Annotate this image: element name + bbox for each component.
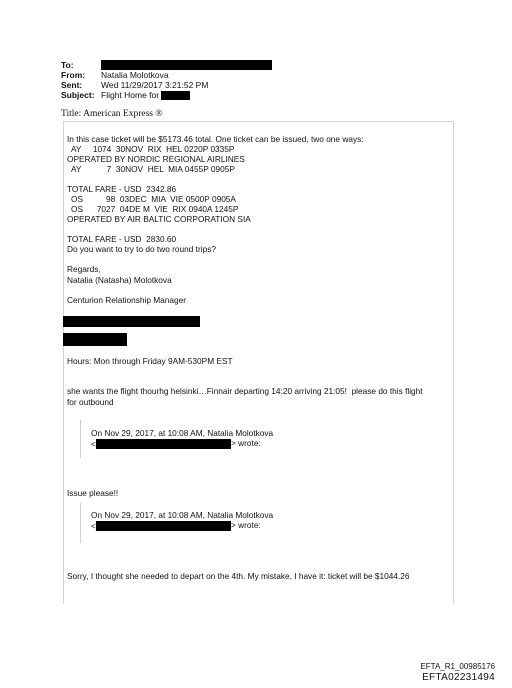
subject-label: Subject: bbox=[61, 90, 95, 100]
body-line: Sorry, I thought she needed to depart on the 4th. My mistake, I have it: ticket will be $1044.26 bbox=[67, 571, 410, 581]
body-line: OPERATED BY NORDIC REGIONAL AIRLINES bbox=[67, 154, 245, 164]
signature-redaction bbox=[63, 316, 200, 327]
body-line: Issue please!! bbox=[67, 488, 119, 498]
flight-line: AY 1074 30NOV RIX HEL 0220P 0335P bbox=[71, 144, 235, 154]
body-line: Natalia (Natasha) Molotkova bbox=[67, 275, 172, 285]
fare-line: TOTAL FARE - USD 2342.86 bbox=[67, 184, 177, 194]
fare-line: TOTAL FARE - USD 2830.60 bbox=[67, 234, 177, 244]
to-label: To: bbox=[61, 60, 74, 70]
sent-label: Sent: bbox=[61, 80, 83, 90]
to-redaction bbox=[101, 60, 272, 70]
flight-line: AY 7 30NOV HEL MIA 0455P 0905P bbox=[71, 164, 235, 174]
bates-number: EFTA02231494 bbox=[422, 672, 495, 683]
signature-redaction bbox=[63, 333, 127, 346]
flight-line: OS 98 03DEC MIA VIE 0500P 0905A bbox=[71, 194, 236, 204]
quote-wrote: > wrote: bbox=[231, 438, 261, 448]
body-line: OPERATED BY AIR BALTIC CORPORATION SIA bbox=[67, 214, 251, 224]
quote-header: On Nov 29, 2017, at 10:08 AM, Natalia Molotkova bbox=[91, 428, 274, 438]
body-line: Regards, bbox=[67, 264, 101, 274]
bates-number: EFTA_R1_00985176 bbox=[420, 662, 495, 671]
quote-bracket: < bbox=[91, 521, 96, 531]
document-title: Title: American Express ® bbox=[61, 109, 163, 119]
body-line: for outbound bbox=[67, 397, 114, 407]
body-line: she wants the flight thourhg helsinki…Finnair departing 14:20 arriving 21:05! please do this flight bbox=[67, 386, 423, 396]
body-line: Do you want to try to do two round trips? bbox=[67, 244, 216, 254]
hours-line: Hours: Mon through Friday 9AM-530PM EST bbox=[67, 356, 233, 366]
quote-wrote: > wrote: bbox=[231, 520, 261, 530]
subject-value: Flight Home for bbox=[101, 90, 160, 100]
from-value: Natalia Molotkova bbox=[101, 70, 169, 80]
flight-line: OS 7027 04DE M VIE RIX 0940A 1245P bbox=[71, 204, 239, 214]
email-redaction bbox=[96, 521, 231, 531]
quote-bracket: < bbox=[91, 439, 96, 449]
signature-title: Centurion Relationship Manager bbox=[67, 295, 186, 305]
body-line: In this case ticket will be $5173.46 total. One ticket can be issued, two one ways: bbox=[67, 134, 364, 144]
quote-header: On Nov 29, 2017, at 10:08 AM, Natalia Molotkova bbox=[91, 510, 274, 520]
subject-redaction bbox=[161, 91, 190, 100]
email-redaction bbox=[96, 439, 231, 449]
sent-value: Wed 11/29/2017 3:21:52 PM bbox=[101, 80, 209, 90]
quote-bar bbox=[80, 503, 81, 543]
from-label: From: bbox=[61, 70, 86, 80]
quote-bar bbox=[80, 420, 81, 458]
